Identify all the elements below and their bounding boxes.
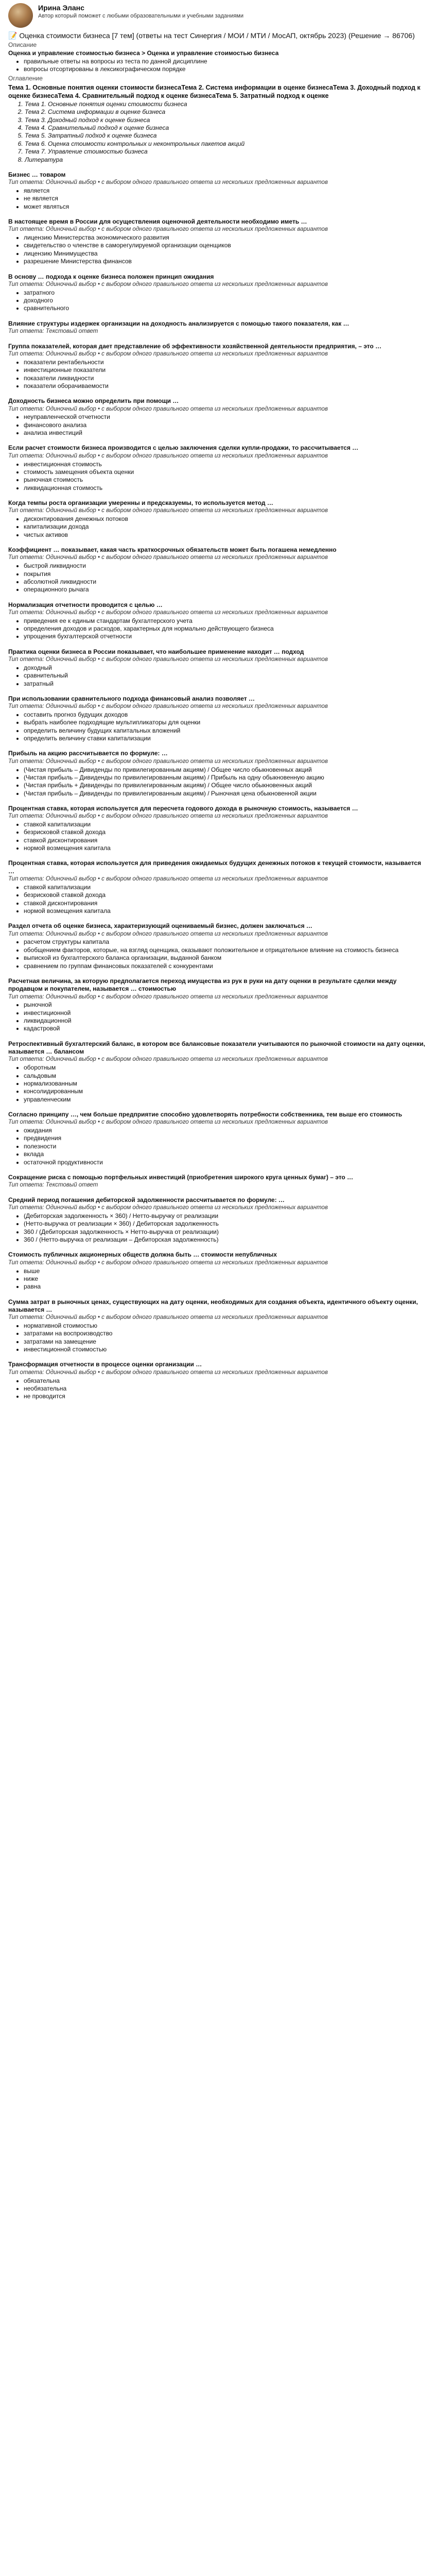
question-block bbox=[8, 1196, 428, 1244]
toc-link[interactable]: Тема 5. Затратный подход к оценке бизнеса bbox=[25, 132, 157, 140]
answer-option: • составить прогноз будущих доходов bbox=[24, 711, 428, 719]
answer-option: • затратами на воспроизводство bbox=[24, 1330, 428, 1337]
answer-option: • нормой возмещения капитала bbox=[24, 907, 428, 915]
answer-type: Тип ответа: Одиночный выбор • с выбором одного правильного ответа из нескольких предложенных вариантов bbox=[8, 930, 328, 937]
answer-option: • рыночная стоимость bbox=[24, 476, 428, 484]
answer-option: • доходный bbox=[24, 664, 428, 672]
question-block bbox=[8, 648, 428, 688]
answer-option: • финансового анализа bbox=[24, 421, 428, 429]
answer-options bbox=[24, 711, 428, 742]
answer-option: • инвестиционной bbox=[24, 1009, 428, 1017]
answer-option: • стоимость замещения объекта оценки bbox=[24, 468, 428, 476]
toc-item[interactable] bbox=[25, 148, 428, 156]
question-title: Ретроспективный бухгалтерский баланс, в котором все балансовые показатели учитываются по рыночной стоимости на дату оценки, называется … балансом bbox=[8, 1040, 425, 1056]
answer-option: • обобщением факторов, которые, на взгляд оценщика, оказывают положительное и отрицательное влияние на стоимость бизнеса bbox=[24, 946, 428, 954]
toc-item[interactable] bbox=[25, 140, 428, 148]
answer-option: • быстрой ликвидности bbox=[24, 562, 428, 570]
answer-option: • определить величину ставки капитализации bbox=[24, 735, 428, 742]
answer-option: • управленческим bbox=[24, 1096, 428, 1104]
toc-link[interactable]: Тема 6. Оценка стоимости контрольных и неконтрольных пакетов акций bbox=[25, 140, 245, 147]
toc-item[interactable] bbox=[25, 116, 428, 124]
answer-option: • затратный bbox=[24, 680, 428, 688]
answer-type: Тип ответа: Одиночный выбор • с выбором одного правильного ответа из нескольких предложенных вариантов bbox=[8, 179, 328, 186]
author-name[interactable]: Ирина Эланс bbox=[38, 4, 84, 12]
answer-option: • безрисковой ставкой дохода bbox=[24, 828, 428, 836]
question-title: Прибыль на акцию рассчитывается по формуле: … bbox=[8, 750, 168, 757]
question-title: Коэффициент … показывает, какая часть краткосрочных обязательств может быть погашена немедленно bbox=[8, 546, 337, 554]
question-title: Трансформация отчетности в процессе оценки организации … bbox=[8, 1361, 202, 1368]
answer-option: • сравнительного bbox=[24, 304, 428, 312]
answer-options bbox=[24, 1322, 428, 1353]
answer-option: • обязательна bbox=[24, 1377, 428, 1385]
answer-option: • не является bbox=[24, 195, 428, 202]
description-label: Описание bbox=[8, 41, 37, 49]
question-block bbox=[8, 922, 428, 970]
question-block bbox=[8, 499, 428, 539]
answer-option: • выбрать наиболее подходящие мультипликаторы для оценки bbox=[24, 719, 428, 726]
answer-options bbox=[24, 1127, 428, 1166]
question-title: Расчетная величина, за которую предполагается переход имущества из рук в руки на дату оценки в результате сделки между продавцом и покупателем, называется … стоимостью bbox=[8, 977, 397, 993]
question-block bbox=[8, 343, 428, 391]
answer-type: Тип ответа: Текстовый ответ bbox=[8, 328, 98, 335]
question-title: Бизнес … товаром bbox=[8, 171, 66, 178]
answer-option: • анализа инвестиций bbox=[24, 429, 428, 437]
answer-option: • определения доходов и расходов, характерных для нормально действующего бизнеса bbox=[24, 625, 428, 633]
question-block bbox=[8, 1251, 428, 1291]
question-block bbox=[8, 1111, 428, 1166]
answer-option: • операционного рычага bbox=[24, 586, 428, 594]
answer-option: • (Чистая прибыль – Дивиденды по привилегированным акциям) / Прибыль на одну обыкновенную акцию bbox=[24, 774, 428, 782]
answer-type: Тип ответа: Одиночный выбор • с выбором одного правильного ответа из нескольких предложенных вариантов bbox=[8, 1205, 328, 1211]
summary-heading: Оценка и управление стоимостью бизнеса > Оценка и управление стоимостью бизнеса bbox=[8, 49, 279, 57]
question-block bbox=[8, 320, 428, 335]
answer-option: • полезности bbox=[24, 1143, 428, 1150]
answer-option: • 360 / (Нетто-выручка от реализации – Дебиторская задолженность) bbox=[24, 1236, 428, 1244]
summary-item: • вопросы отсортированы в лексикографическом порядке bbox=[24, 65, 428, 73]
toc-item[interactable] bbox=[25, 100, 428, 108]
answer-option: • 360 / (Дебиторская задолженность × Нетто-выручка от реализации) bbox=[24, 1228, 428, 1236]
question-title: Когда темпы роста организации умеренны и предсказуемы, то используется метод … bbox=[8, 499, 273, 506]
answer-type: Тип ответа: Одиночный выбор • с выбором одного правильного ответа из нескольких предложенных вариантов bbox=[8, 1056, 328, 1063]
question-block bbox=[8, 171, 428, 211]
answer-options bbox=[24, 234, 428, 265]
question-title: Процентная ставка, которая используется для пересчета годового дохода в рыночную стоимость, называется … bbox=[8, 804, 358, 812]
answer-option: • равна bbox=[24, 1283, 428, 1291]
answer-option: • разрешение Министерства финансов bbox=[24, 258, 428, 265]
answer-options bbox=[24, 1267, 428, 1291]
answer-option: • ликвидационной bbox=[24, 1017, 428, 1025]
toc-heading: Тема 1. Основные понятия оценки стоимости бизнесаТема 2. Система информации в оценке бизнесаТема 3. Доходный подход к оценке бизнесаТема 4. Сравнительный подход к оценке бизнесаТема 5. Затратный подход к оценке bbox=[8, 83, 421, 99]
answer-options bbox=[24, 821, 428, 852]
answer-option: • ликвидационная стоимость bbox=[24, 484, 428, 492]
question-title: Практика оценки бизнеса в России показывает, что наибольшее применение находит … подход bbox=[8, 648, 304, 655]
answer-option: • капитализации дохода bbox=[24, 523, 428, 531]
answer-type: Тип ответа: Одиночный выбор • с выбором одного правильного ответа из нескольких предложенных вариантов bbox=[8, 1369, 328, 1376]
answer-options bbox=[24, 1001, 428, 1032]
answer-option: • ниже bbox=[24, 1275, 428, 1283]
answer-option: • вклада bbox=[24, 1150, 428, 1158]
answer-type: Тип ответа: Одиночный выбор • с выбором одного правильного ответа из нескольких предложенных вариантов bbox=[8, 452, 328, 459]
question-title: При использовании сравнительного подхода финансовый анализ позволяет … bbox=[8, 694, 255, 702]
toc-item[interactable] bbox=[25, 108, 428, 116]
answer-option: • оборотным bbox=[24, 1064, 428, 1072]
answer-option: • (Чистая прибыль + Дивиденды по привилегированным акциям) / Общее число обыкновенных акций bbox=[24, 782, 428, 789]
answer-option: • может являться bbox=[24, 203, 428, 211]
answer-option: • инвестиционной стоимостью bbox=[24, 1346, 428, 1353]
answer-option: • чистых активов bbox=[24, 531, 428, 539]
answer-option: • ставкой дисконтирования bbox=[24, 900, 428, 907]
answer-option: • расчетом структуры капитала bbox=[24, 938, 428, 946]
question-title: Процентная ставка, которая используется для приведения ожидаемых будущих денежных потоков к текущей стоимости, называется … bbox=[8, 859, 421, 875]
answer-option: • доходного bbox=[24, 297, 428, 304]
answer-type: Тип ответа: Одиночный выбор • с выбором одного правильного ответа из нескольких предложенных вариантов bbox=[8, 813, 328, 820]
answer-options bbox=[24, 617, 428, 641]
answer-type: Тип ответа: Текстовый ответ bbox=[8, 1182, 98, 1189]
question-block bbox=[8, 750, 428, 798]
question-title: Влияние структуры издержек организации на доходность анализируется с помощью такого показателя, как … bbox=[8, 319, 350, 327]
answer-option: • безрисковой ставкой дохода bbox=[24, 891, 428, 899]
author-info bbox=[38, 3, 243, 20]
answer-option: • консолидированным bbox=[24, 1088, 428, 1095]
question-title: Нормализация отчетности проводится с целью … bbox=[8, 601, 163, 608]
answer-type: Тип ответа: Одиночный выбор • с выбором одного правильного ответа из нескольких предложенных вариантов bbox=[8, 758, 328, 765]
answer-option: • лицензию Министерства экономического развития bbox=[24, 234, 428, 242]
answer-option: • затратного bbox=[24, 289, 428, 297]
answer-option: • ставкой дисконтирования bbox=[24, 837, 428, 844]
question-list bbox=[8, 171, 428, 1401]
answer-option: • лицензию Минимущества bbox=[24, 250, 428, 258]
question-block bbox=[8, 1361, 428, 1400]
answer-type: Тип ответа: Одиночный выбор • с выбором одного правильного ответа из нескольких предложенных вариантов bbox=[8, 226, 328, 233]
answer-option: • нормой возмещения капитала bbox=[24, 844, 428, 852]
answer-option: • инвестиционные показатели bbox=[24, 366, 428, 374]
answer-option: • сравнением по группам финансовых показателей с конкурентами bbox=[24, 962, 428, 970]
question-block bbox=[8, 1298, 428, 1354]
question-title: В настоящее время в России для осуществления оценочной деятельности необходимо иметь … bbox=[8, 218, 307, 226]
toc-item[interactable] bbox=[25, 132, 428, 140]
answer-option: • остаточной продуктивности bbox=[24, 1159, 428, 1166]
summary-item: • правильные ответы на вопросы из теста по данной дисциплине bbox=[24, 58, 428, 65]
question-block bbox=[8, 273, 428, 313]
answer-type: Тип ответа: Одиночный выбор • с выбором одного правильного ответа из нескольких предложенных вариантов bbox=[8, 876, 328, 883]
answer-type: Тип ответа: Одиночный выбор • с выбором одного правильного ответа из нескольких предложенных вариантов bbox=[8, 554, 328, 561]
answer-option: • рыночной bbox=[24, 1001, 428, 1009]
answer-option: • показатели ликвидности bbox=[24, 375, 428, 382]
answer-options bbox=[24, 515, 428, 539]
answer-option: • ставкой капитализации bbox=[24, 884, 428, 891]
question-block bbox=[8, 805, 428, 853]
answer-options bbox=[24, 1377, 428, 1401]
summary-list bbox=[24, 58, 428, 74]
toc-link[interactable]: Тема 7. Управление стоимостью бизнеса bbox=[25, 148, 148, 156]
answer-options bbox=[24, 938, 428, 970]
question-block bbox=[8, 977, 428, 1033]
answer-options bbox=[24, 664, 428, 688]
answer-option: • покрытия bbox=[24, 570, 428, 578]
toc-label: Оглавление bbox=[8, 74, 43, 82]
toc-link[interactable]: Литература bbox=[25, 156, 63, 163]
answer-type: Тип ответа: Одиночный выбор • с выбором одного правильного ответа из нескольких предложенных вариантов bbox=[8, 1314, 328, 1321]
answer-option: • ожидания bbox=[24, 1127, 428, 1134]
author-header bbox=[8, 3, 428, 28]
answer-option: • предвидения bbox=[24, 1134, 428, 1142]
answer-option: • абсолютной ликвидности bbox=[24, 578, 428, 586]
answer-type: Тип ответа: Одиночный выбор • с выбором одного правильного ответа из нескольких предложенных вариантов bbox=[8, 1259, 328, 1266]
question-title: Согласно принципу …, чем больше предприятие способно удовлетворять потребности собственника, тем выше его стоимость bbox=[8, 1110, 403, 1118]
document-title: 📝 Оценка стоимости бизнеса [7 тем] (ответы на тест Синергия / МОИ / МТИ / МосАП, октябрь 2023) (Решение → 86706) bbox=[8, 31, 415, 40]
answer-option: • кадастровой bbox=[24, 1025, 428, 1032]
answer-option: • дисконтирования денежных потоков bbox=[24, 515, 428, 523]
answer-option: • определить величину будущих капитальных вложений bbox=[24, 727, 428, 735]
question-title: Группа показателей, которая дает представление об эффективности хозяйственной деятельности предприятия, – это … bbox=[8, 342, 382, 350]
toc-list bbox=[25, 100, 428, 164]
answer-option: • (Нетто-выручка от реализации × 360) / Дебиторская задолженность bbox=[24, 1220, 428, 1228]
answer-options bbox=[24, 884, 428, 915]
answer-options bbox=[24, 413, 428, 437]
answer-option: • упрощения бухгалтерской отчетности bbox=[24, 633, 428, 640]
answer-type: Тип ответа: Одиночный выбор • с выбором одного правильного ответа из нескольких предложенных вариантов bbox=[8, 1119, 328, 1126]
answer-option: • выпиской из бухгалтерского баланса организации, выданной банком bbox=[24, 954, 428, 962]
question-title: Доходность бизнеса можно определить при помощи … bbox=[8, 397, 179, 405]
question-block bbox=[8, 601, 428, 641]
answer-options bbox=[24, 187, 428, 211]
author-description: Автор который поможет с любыми образовательными и учебными заданиями bbox=[38, 13, 244, 20]
answer-type: Тип ответа: Одиночный выбор • с выбором одного правильного ответа из нескольких предложенных вариантов bbox=[8, 993, 328, 1000]
answer-option: • не проводится bbox=[24, 1393, 428, 1400]
question-block bbox=[8, 1174, 428, 1189]
toc-item[interactable] bbox=[25, 124, 428, 132]
answer-option: • нормализованным bbox=[24, 1080, 428, 1088]
answer-option: • выше bbox=[24, 1267, 428, 1275]
question-title: Средний период погашения дебиторской задолженности рассчитывается по формуле: … bbox=[8, 1196, 285, 1204]
question-block bbox=[8, 397, 428, 437]
answer-option: • является bbox=[24, 187, 428, 195]
question-title: В основу … подхода к оценке бизнеса положен принцип ожидания bbox=[8, 273, 214, 280]
answer-option: • необязательна bbox=[24, 1385, 428, 1393]
question-block bbox=[8, 218, 428, 266]
answer-option: • нормативной стоимостью bbox=[24, 1322, 428, 1330]
question-title: Сумма затрат в рыночных ценах, существующих на дату оценки, необходимых для создания объекта, идентичного объекту оценки, называется … bbox=[8, 1298, 418, 1313]
answer-option: • свидетельство о членстве в саморегулируемой организации оценщиков bbox=[24, 242, 428, 249]
answer-options bbox=[24, 562, 428, 594]
answer-type: Тип ответа: Одиночный выбор • с выбором одного правильного ответа из нескольких предложенных вариантов bbox=[8, 656, 328, 663]
answer-option: • сальдовым bbox=[24, 1072, 428, 1080]
question-title: Сокращение риска с помощью портфельных инвестиций (приобретения широкого круга ценных бумаг) – это … bbox=[8, 1173, 354, 1181]
answer-option: • показатели оборачиваемости bbox=[24, 382, 428, 390]
answer-options bbox=[24, 359, 428, 390]
answer-option: • (Дебиторская задолженность × 360) / Нетто-выручку от реализации bbox=[24, 1212, 428, 1220]
toc-link[interactable]: Тема 4. Сравнительный подход к оценке бизнеса bbox=[25, 124, 169, 132]
answer-options bbox=[24, 1064, 428, 1104]
question-block bbox=[8, 444, 428, 492]
answer-type: Тип ответа: Одиночный выбор • с выбором одного правильного ответа из нескольких предложенных вариантов bbox=[8, 405, 328, 412]
author-avatar[interactable] bbox=[8, 3, 33, 28]
answer-option: • (Чистая прибыль – Дивиденды по привилегированным акциям) / Общее число обыкновенных акций bbox=[24, 766, 428, 774]
answer-option: • неуправленческой отчетности bbox=[24, 413, 428, 421]
answer-options bbox=[24, 1212, 428, 1244]
toc-link[interactable]: Тема 1. Основные понятия оценки стоимости бизнеса bbox=[25, 100, 187, 108]
answer-type: Тип ответа: Одиночный выбор • с выбором одного правильного ответа из нескольких предложенных вариантов bbox=[8, 703, 328, 710]
answer-option: • (Чистая прибыль – Дивиденды по привилегированным акциям) / Рыночная цена обыкновенной акции bbox=[24, 790, 428, 798]
question-title: Стоимость публичных акционерных обществ должна быть … стоимости непубличных bbox=[8, 1251, 277, 1259]
answer-option: • ставкой капитализации bbox=[24, 821, 428, 828]
answer-options bbox=[24, 289, 428, 313]
answer-type: Тип ответа: Одиночный выбор • с выбором одного правильного ответа из нескольких предложенных вариантов bbox=[8, 507, 328, 514]
question-title: Если расчет стоимости бизнеса производится с целью заключения сделки купли-продажи, то рассчитывается … bbox=[8, 444, 359, 452]
question-block bbox=[8, 546, 428, 594]
answer-type: Тип ответа: Одиночный выбор • с выбором одного правильного ответа из нескольких предложенных вариантов bbox=[8, 351, 328, 358]
question-block bbox=[8, 859, 428, 915]
answer-type: Тип ответа: Одиночный выбор • с выбором одного правильного ответа из нескольких предложенных вариантов bbox=[8, 609, 328, 616]
answer-option: • затратами на замещение bbox=[24, 1338, 428, 1346]
question-title: Раздел отчета об оценке бизнеса, характеризующий оцениваемый бизнес, должен заключаться … bbox=[8, 922, 312, 930]
toc-link[interactable]: Тема 3. Доходный подход к оценке бизнеса bbox=[25, 116, 150, 124]
answer-options bbox=[24, 461, 428, 492]
question-block bbox=[8, 695, 428, 743]
toc-link[interactable]: Тема 2. Система информации в оценке бизнеса bbox=[25, 108, 166, 116]
answer-option: • сравнительный bbox=[24, 672, 428, 680]
answer-options bbox=[24, 766, 428, 798]
answer-option: • показатели рентабельности bbox=[24, 359, 428, 366]
toc-item[interactable] bbox=[25, 156, 428, 164]
answer-option: • инвестиционная стоимость bbox=[24, 461, 428, 468]
answer-type: Тип ответа: Одиночный выбор • с выбором одного правильного ответа из нескольких предложенных вариантов bbox=[8, 281, 328, 287]
answer-option: • приведения ее к единым стандартам бухгалтерского учета bbox=[24, 617, 428, 625]
question-block bbox=[8, 1040, 428, 1104]
